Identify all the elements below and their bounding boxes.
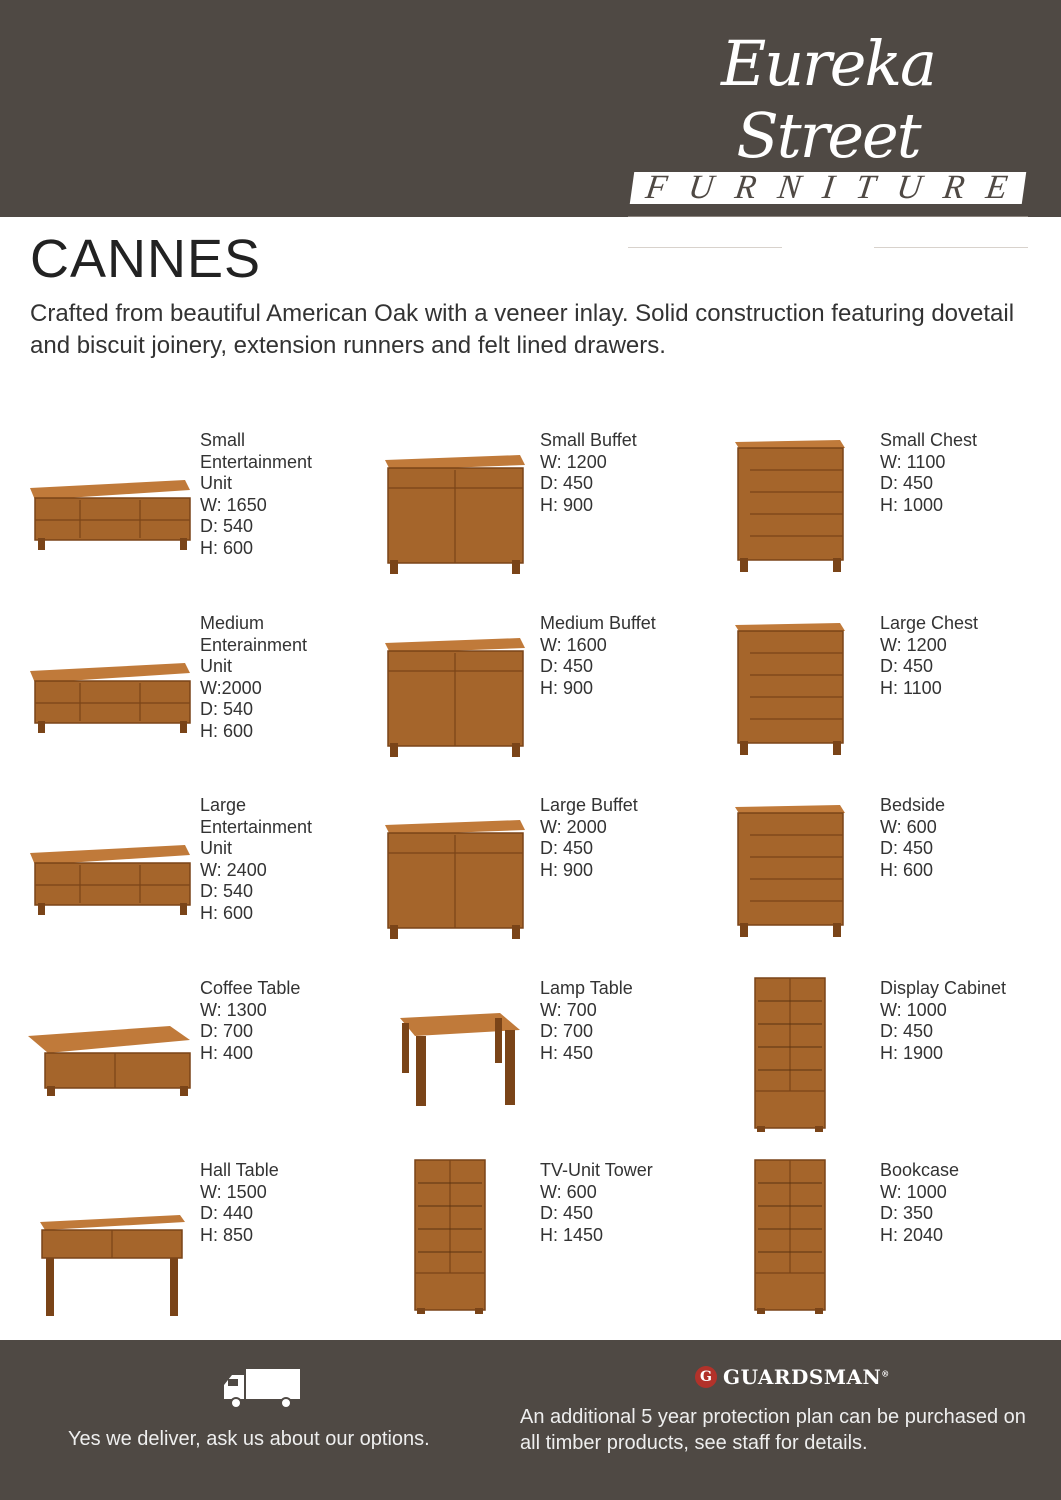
- product-dimension: H: 600: [200, 902, 254, 923]
- product-dimension: D: 450: [880, 473, 934, 493]
- product-item: [700, 795, 1040, 975]
- guardsman-logo: G GUARDSMAN®: [695, 1365, 890, 1389]
- product-name: Large Entertainment Unit: [200, 795, 313, 858]
- product-dimension: W: 1000: [880, 1181, 947, 1202]
- product-dimension: W: 700: [540, 999, 597, 1020]
- product-dimension: H: 1000: [880, 494, 944, 515]
- guardsman-name: GUARDSMAN: [723, 1365, 882, 1389]
- product-dimension: H: 600: [880, 859, 934, 880]
- product-image: [700, 430, 875, 580]
- header: [0, 0, 1061, 256]
- product-image: [20, 613, 195, 763]
- product-dimension: W: 1200: [540, 451, 607, 472]
- product-dimension: D: 450: [880, 838, 934, 858]
- product-image: [360, 978, 535, 1128]
- product-item: [20, 430, 360, 610]
- product-item: [360, 795, 700, 975]
- product-item: [360, 430, 700, 610]
- product-image: [700, 973, 875, 1123]
- product-dimension: W: 1600: [540, 634, 607, 655]
- product-dimension: D: 450: [880, 1021, 934, 1041]
- product-image: [20, 978, 195, 1128]
- product-item: [20, 1160, 360, 1340]
- product-name: Lamp Table: [540, 978, 633, 998]
- product-dimension: W: 1100: [880, 451, 946, 472]
- product-dimension: H: 1100: [880, 677, 942, 698]
- product-dimension: W: 2400: [200, 859, 267, 880]
- page-title: CANNES: [30, 229, 262, 289]
- product-dimension: D: 450: [540, 473, 594, 493]
- product-dimension: H: 1900: [880, 1042, 944, 1063]
- product-dimension: H: 2040: [880, 1224, 944, 1245]
- guardsman-mark-icon: G: [695, 1366, 717, 1388]
- product-item: [360, 1160, 700, 1340]
- brand-logo: [628, 27, 1032, 257]
- product-image: [360, 613, 535, 763]
- product-name: Bedside: [880, 795, 946, 815]
- product-dimension: H: 600: [200, 537, 254, 558]
- brand-name: Eureka Street: [720, 27, 936, 172]
- product-dimension: H: 900: [540, 494, 594, 515]
- product-image: [700, 613, 875, 763]
- product-info: [200, 795, 340, 924]
- product-name: Small Chest: [880, 430, 978, 450]
- product-dimension: D: 350: [880, 1203, 934, 1223]
- product-image: [360, 1155, 535, 1305]
- product-dimension: W: 1500: [200, 1181, 267, 1202]
- product-name: Small Entertainment Unit: [200, 430, 313, 493]
- product-dimension: D: 700: [540, 1021, 594, 1041]
- product-name: Small Buffet: [540, 430, 637, 450]
- product-dimension: H: 850: [200, 1224, 254, 1245]
- brand-since: [628, 237, 1028, 257]
- product-name: Coffee Table: [200, 978, 301, 998]
- page-description: Crafted from beautiful American Oak with a veneer inlay. Solid construction featuring dovetail and biscuit joinery, extension runners and felt lined drawers.: [30, 300, 1015, 359]
- product-dimension: W: 1200: [880, 634, 947, 655]
- product-image: [20, 430, 195, 580]
- product-name: Large Buffet: [540, 795, 638, 815]
- product-info: [880, 1160, 1040, 1246]
- product-dimension: D: 440: [200, 1203, 254, 1223]
- product-item: [700, 430, 1040, 610]
- product-dimension: W: 1650: [200, 494, 267, 515]
- product-info: [880, 795, 1040, 881]
- product-info: [200, 613, 340, 742]
- product-item: [20, 795, 360, 975]
- product-dimension: D: 540: [200, 881, 254, 901]
- product-info: [200, 430, 340, 559]
- product-item: [700, 613, 1040, 793]
- product-dimension: W: 600: [540, 1181, 597, 1202]
- product-dimension: W: 1300: [200, 999, 267, 1020]
- footer: [0, 1340, 1061, 1500]
- product-info: [540, 978, 700, 1064]
- since-text: Since 1986: [790, 237, 866, 256]
- product-dimension: D: 450: [540, 1203, 594, 1223]
- product-dimension: H: 1450: [540, 1224, 604, 1245]
- product-item: [20, 978, 360, 1158]
- product-item: [360, 613, 700, 793]
- brand-tagline: MODERN - CONTEMPORARY - TRADITIONAL: [628, 216, 1028, 237]
- product-image: [20, 1160, 195, 1310]
- product-dimension: D: 450: [540, 656, 594, 676]
- product-dimension: H: 900: [540, 859, 594, 880]
- product-item: [360, 978, 700, 1158]
- product-info: [540, 795, 700, 881]
- product-dimension: W: 600: [880, 816, 937, 837]
- product-image: [360, 795, 535, 945]
- product-info: [540, 1160, 700, 1246]
- product-dimension: W: 1000: [880, 999, 947, 1020]
- product-info: [880, 430, 1040, 516]
- product-name: Large Chest: [880, 613, 979, 633]
- product-item: [700, 1160, 1040, 1340]
- truck-icon: [222, 1367, 302, 1411]
- product-info: [540, 613, 700, 699]
- product-info: [540, 430, 700, 516]
- product-info: [880, 613, 1040, 699]
- product-dimension: H: 400: [200, 1042, 254, 1063]
- product-dimension: D: 700: [200, 1021, 254, 1041]
- product-image: [700, 795, 875, 945]
- product-dimension: D: 450: [540, 838, 594, 858]
- brand-sub: FURNITURE: [630, 172, 1026, 204]
- product-item: [700, 978, 1040, 1158]
- product-info: [200, 978, 340, 1064]
- product-dimension: H: 600: [200, 720, 254, 741]
- product-name: Medium Enterainment Unit: [200, 613, 308, 676]
- product-dimension: H: 900: [540, 677, 594, 698]
- product-dimension: D: 450: [880, 656, 934, 676]
- product-dimension: W:2000: [200, 677, 262, 698]
- product-dimension: D: 540: [200, 699, 254, 719]
- product-name: Hall Table: [200, 1160, 279, 1180]
- product-image: [20, 795, 195, 945]
- product-name: Bookcase: [880, 1160, 960, 1180]
- product-name: Medium Buffet: [540, 613, 656, 633]
- product-item: [20, 613, 360, 793]
- product-image: [700, 1155, 875, 1305]
- product-info: [200, 1160, 340, 1246]
- protection-text: An additional 5 year protection plan can be purchased on all timber products, see staff for details.: [520, 1406, 1026, 1454]
- product-dimension: D: 540: [200, 516, 254, 536]
- product-name: TV-Unit Tower: [540, 1160, 653, 1180]
- product-dimension: H: 450: [540, 1042, 594, 1063]
- product-dimension: W: 2000: [540, 816, 607, 837]
- product-info: [880, 978, 1040, 1064]
- delivery-text: Yes we deliver, ask us about our options.: [68, 1428, 430, 1450]
- product-name: Display Cabinet: [880, 978, 1007, 998]
- product-image: [360, 430, 535, 580]
